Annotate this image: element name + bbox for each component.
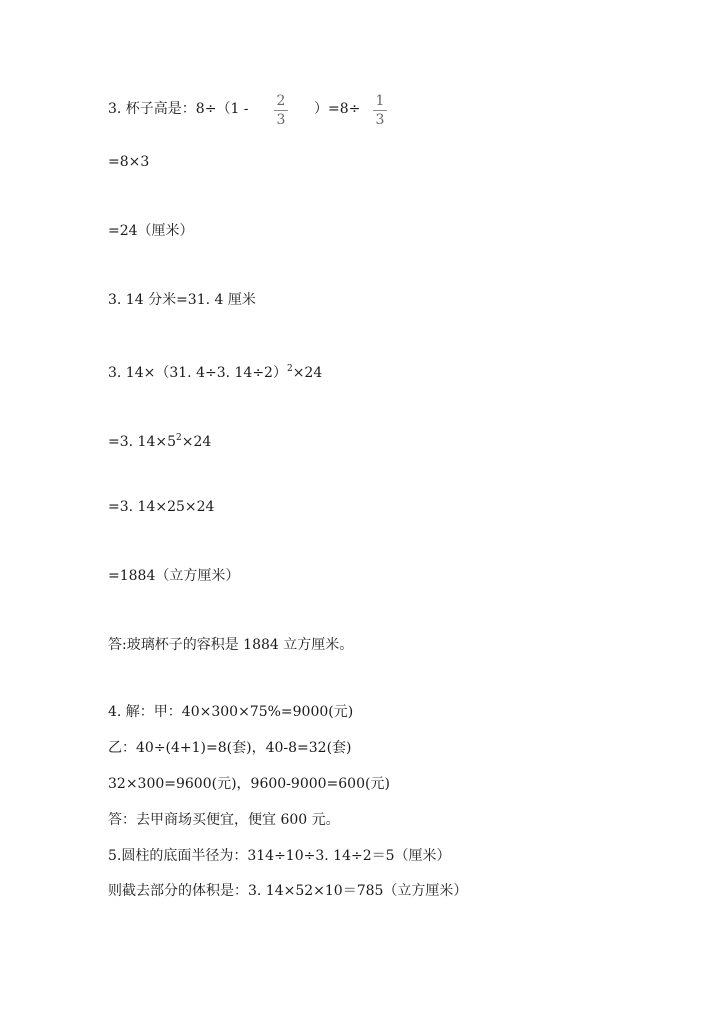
volume-step1-b: ×24 bbox=[181, 434, 212, 450]
line-q4-solution: 4. 解：甲：40×300×75%=9000(元) bbox=[108, 704, 354, 720]
volume-formula-b: ×24 bbox=[292, 365, 323, 381]
superscript: 2 bbox=[286, 364, 293, 374]
line-unit-conversion: 3. 14 分米=31. 4 厘米 bbox=[108, 292, 256, 308]
line-volume-result: =1884（立方厘米） bbox=[108, 568, 240, 584]
line-cup-height bbox=[108, 100, 249, 118]
line-q5-radius: 5.圆柱的底面半径为：314÷10÷3. 14÷2＝5（厘米） bbox=[108, 848, 451, 864]
cup-height-prefix: 3. 杯子高是：8÷（1 - bbox=[108, 101, 249, 117]
line-q4-compare: 32×300=9600(元)，9600-9000=600(元) bbox=[108, 776, 390, 792]
fraction-two-thirds bbox=[274, 94, 288, 127]
line-answer-4: 答：去甲商场买便宜，便宜 600 元。 bbox=[108, 812, 340, 828]
line-volume-formula bbox=[108, 360, 322, 382]
fraction-numerator: 2 bbox=[276, 93, 286, 109]
cup-height-paren: ）=8÷ bbox=[314, 101, 361, 117]
line-eq-24cm: =24（厘米） bbox=[108, 223, 194, 239]
fraction-bar bbox=[373, 110, 387, 111]
fraction-one-third bbox=[373, 94, 387, 127]
fraction-bar bbox=[274, 110, 288, 111]
line-eq-8x3: =8×3 bbox=[108, 154, 150, 170]
line-answer-3: 答:玻璃杯子的容积是 1884 立方厘米。 bbox=[108, 637, 354, 653]
volume-step1-a: =3. 14×5 bbox=[108, 434, 176, 450]
volume-formula-a: 3. 14×（31. 4÷3. 14÷2） bbox=[108, 365, 287, 381]
line-volume-step1 bbox=[108, 429, 211, 451]
line-volume-step2: =3. 14×25×24 bbox=[108, 499, 215, 515]
fraction-numerator: 1 bbox=[375, 93, 385, 109]
fraction-denominator: 3 bbox=[375, 112, 385, 128]
line-q5-volume: 则截去部分的体积是：3. 14×52×10＝785（立方厘米） bbox=[108, 883, 468, 899]
fraction-denominator: 3 bbox=[276, 112, 286, 128]
superscript: 2 bbox=[176, 433, 182, 443]
line-q4-b: 乙：40÷(4+1)=8(套)，40-8=32(套) bbox=[108, 740, 352, 756]
